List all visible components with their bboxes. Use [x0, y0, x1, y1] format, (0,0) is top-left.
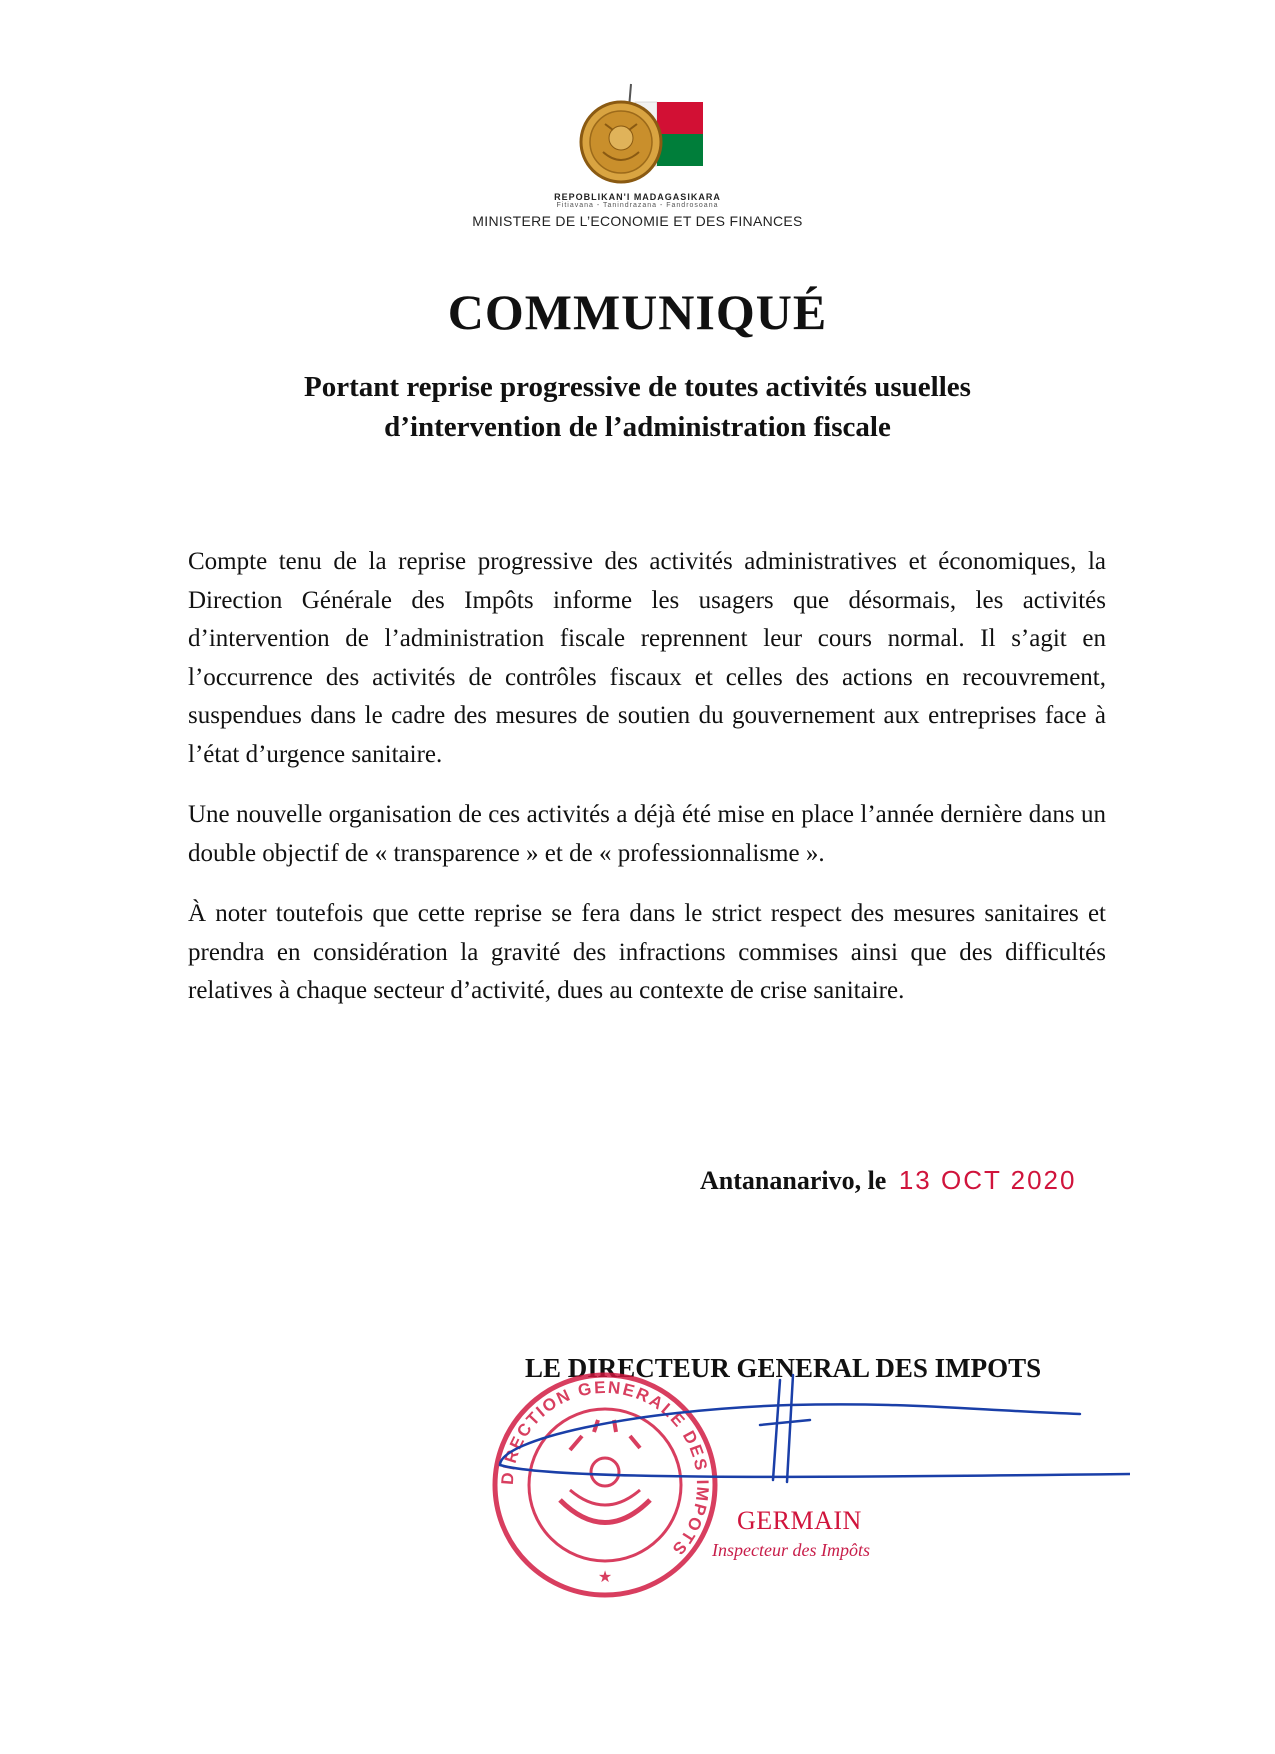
handwritten-signature-icon [490, 1370, 1130, 1490]
communique-body [188, 543, 1106, 1033]
ministry-name: MINISTERE DE L’ECONOMIE ET DES FINANCES [472, 213, 803, 229]
paragraph-1: Compte tenu de la reprise progressive des activités administratives et économiques, la Direction Générale des Impôts informe les usagers que désormais, les activités d’intervention de l’administration fiscale reprennent leur cours normal. Il s’agit en l’occurrence des activités de contrôles fiscaux et celles des actions en recouvrement, suspendues dans le cadre des mesures de soutien du gouvernement aux entreprises face à l’état d’urgence sanitaire. [188, 548, 1106, 768]
ministry-header [0, 80, 1275, 229]
seal-text: DIRECTION GENERALE DES IMPOTS [497, 1377, 713, 1560]
document-title: COMMUNIQUÉ [447, 284, 828, 340]
national-motto: Fitiavana - Tanindrazana - Fandrosoana [556, 202, 719, 209]
date-stamp: 13 OCT 2020 [898, 1165, 1077, 1195]
subtitle-line-1: Portant reprise progressive de toutes activités usuelles [304, 371, 971, 403]
signer-name: GERMAIN [737, 1506, 862, 1535]
svg-text:★: ★ [597, 1569, 613, 1586]
signatory-title: LE DIRECTEUR GENERAL DES IMPOTS [525, 1353, 1042, 1383]
subtitle-line-2: d’intervention de l’administration fiscale [384, 411, 891, 443]
republic-name: REPOBLIKAN'I MADAGASIKARA [554, 192, 721, 202]
paragraph-3: À noter toutefois que cette reprise se fera dans le strict respect des mesures sanitaires et prendra en considération la gravité des infractions commises ainsi que des difficultés relatives à chaque secteur d’activité, dues au contexte de crise sanitaire. [188, 900, 1106, 1004]
madagascar-emblem-icon [553, 80, 723, 192]
document-subtitle [0, 367, 1275, 447]
signer-role: Inspecteur des Impôts [712, 1540, 870, 1560]
date-place: Antananarivo, le [700, 1166, 887, 1195]
paragraph-2: Une nouvelle organisation de ces activités a déjà été mise en place l’année dernière dans un double objectif de « transparence » et de « professionnalisme ». [188, 801, 1106, 867]
date-line [700, 1165, 1076, 1196]
